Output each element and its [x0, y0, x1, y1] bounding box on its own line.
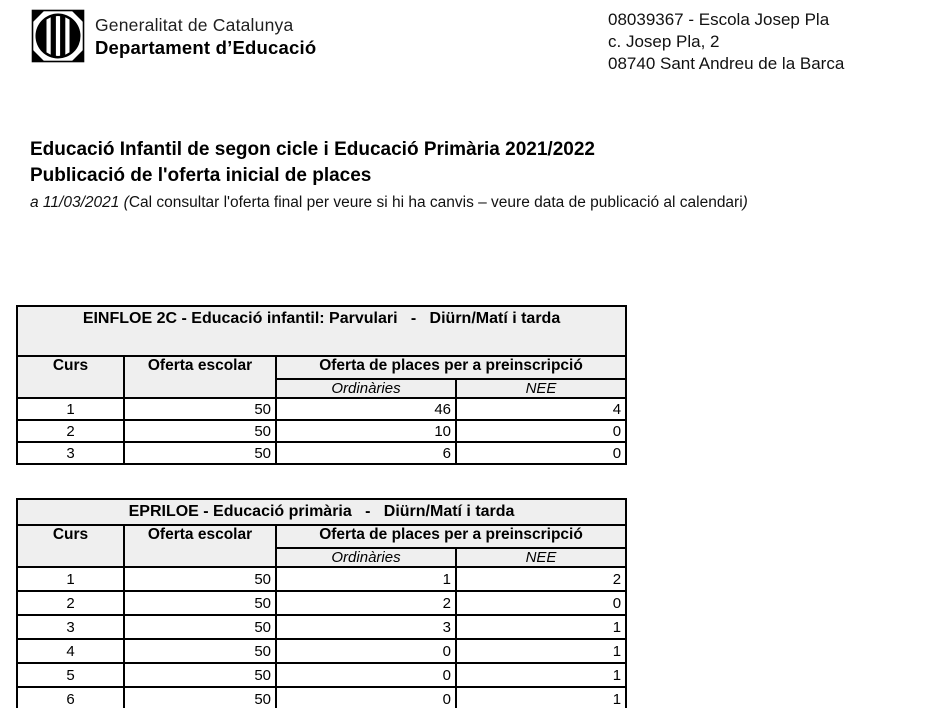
col-header-oferta-escolar: Oferta escolar [124, 356, 276, 398]
table-row [17, 615, 626, 639]
cell-curs: 2 [17, 420, 124, 442]
school-code-name: 08039367 - Escola Josep Pla [608, 10, 830, 29]
cell-oferta-escolar: 50 [124, 398, 276, 420]
org-name-block [95, 15, 316, 59]
cell-curs: 5 [17, 663, 124, 687]
cell-curs: 1 [17, 398, 124, 420]
cell-oferta-escolar: 50 [124, 663, 276, 687]
col-header-nee: NEE [456, 379, 626, 398]
col-header-nee: NEE [456, 548, 626, 567]
table-title: EPRILOE - Educació primària - Diürn/Matí i tarda [17, 499, 626, 525]
cell-nee: 1 [456, 639, 626, 663]
table-row [17, 398, 626, 420]
cell-ordinaries: 0 [276, 663, 456, 687]
cell-curs: 3 [17, 442, 124, 464]
publication-note [30, 192, 930, 213]
cell-nee: 1 [456, 663, 626, 687]
cell-ordinaries: 0 [276, 687, 456, 708]
cell-curs: 6 [17, 687, 124, 708]
table-row [17, 567, 626, 591]
school-address-block [608, 9, 844, 75]
cell-curs: 3 [17, 615, 124, 639]
col-header-curs: Curs [17, 356, 124, 398]
cell-nee: 4 [456, 398, 626, 420]
col-header-oferta-escolar: Oferta escolar [124, 525, 276, 567]
org-name: Generalitat de Catalunya [95, 15, 294, 35]
document-title-block [30, 137, 930, 213]
table-row [17, 639, 626, 663]
cell-nee: 0 [456, 591, 626, 615]
cell-nee: 1 [456, 687, 626, 708]
note-close-paren: ) [742, 194, 748, 211]
col-header-preinscripcio: Oferta de places per a preinscripció [276, 525, 626, 548]
table-educacio-primaria [16, 498, 627, 708]
cell-ordinaries: 10 [276, 420, 456, 442]
cell-ordinaries: 3 [276, 615, 456, 639]
cell-oferta-escolar: 50 [124, 442, 276, 464]
cell-oferta-escolar: 50 [124, 420, 276, 442]
table-title: EINFLOE 2C - Educació infantil: Parvulari - Diürn/Matí i tarda [17, 306, 626, 356]
table-row [17, 442, 626, 464]
cell-nee: 0 [456, 442, 626, 464]
table-row [17, 591, 626, 615]
col-header-curs: Curs [17, 525, 124, 567]
page-subtitle: Publicació de l'oferta inicial de places [30, 165, 372, 186]
cell-oferta-escolar: 50 [124, 615, 276, 639]
table-educacio-infantil [16, 305, 627, 465]
cell-ordinaries: 46 [276, 398, 456, 420]
cell-ordinaries: 0 [276, 639, 456, 663]
note-date: a 11/03/2021 ( [30, 194, 129, 211]
cell-ordinaries: 6 [276, 442, 456, 464]
col-header-ordinaries: Ordinàries [276, 379, 456, 398]
col-header-preinscripcio: Oferta de places per a preinscripció [276, 356, 626, 379]
generalitat-logo-icon [31, 9, 85, 63]
note-text: Cal consultar l'oferta final per veure si hi ha canvis – veure data de publicació al calendari [128, 194, 743, 211]
department-name: Departament d’Educació [95, 37, 317, 58]
table-row [17, 663, 626, 687]
table-row [17, 687, 626, 708]
cell-nee: 0 [456, 420, 626, 442]
cell-curs: 1 [17, 567, 124, 591]
cell-nee: 2 [456, 567, 626, 591]
school-city: 08740 Sant Andreu de la Barca [608, 54, 845, 73]
col-header-ordinaries: Ordinàries [276, 548, 456, 567]
school-street: c. Josep Pla, 2 [608, 32, 720, 51]
cell-oferta-escolar: 50 [124, 639, 276, 663]
cell-nee: 1 [456, 615, 626, 639]
page-title: Educació Infantil de segon cicle i Educació Primària 2021/2022 [30, 139, 595, 160]
cell-curs: 2 [17, 591, 124, 615]
cell-ordinaries: 1 [276, 567, 456, 591]
table-row [17, 420, 626, 442]
cell-oferta-escolar: 50 [124, 687, 276, 708]
cell-ordinaries: 2 [276, 591, 456, 615]
cell-oferta-escolar: 50 [124, 591, 276, 615]
cell-oferta-escolar: 50 [124, 567, 276, 591]
cell-curs: 4 [17, 639, 124, 663]
